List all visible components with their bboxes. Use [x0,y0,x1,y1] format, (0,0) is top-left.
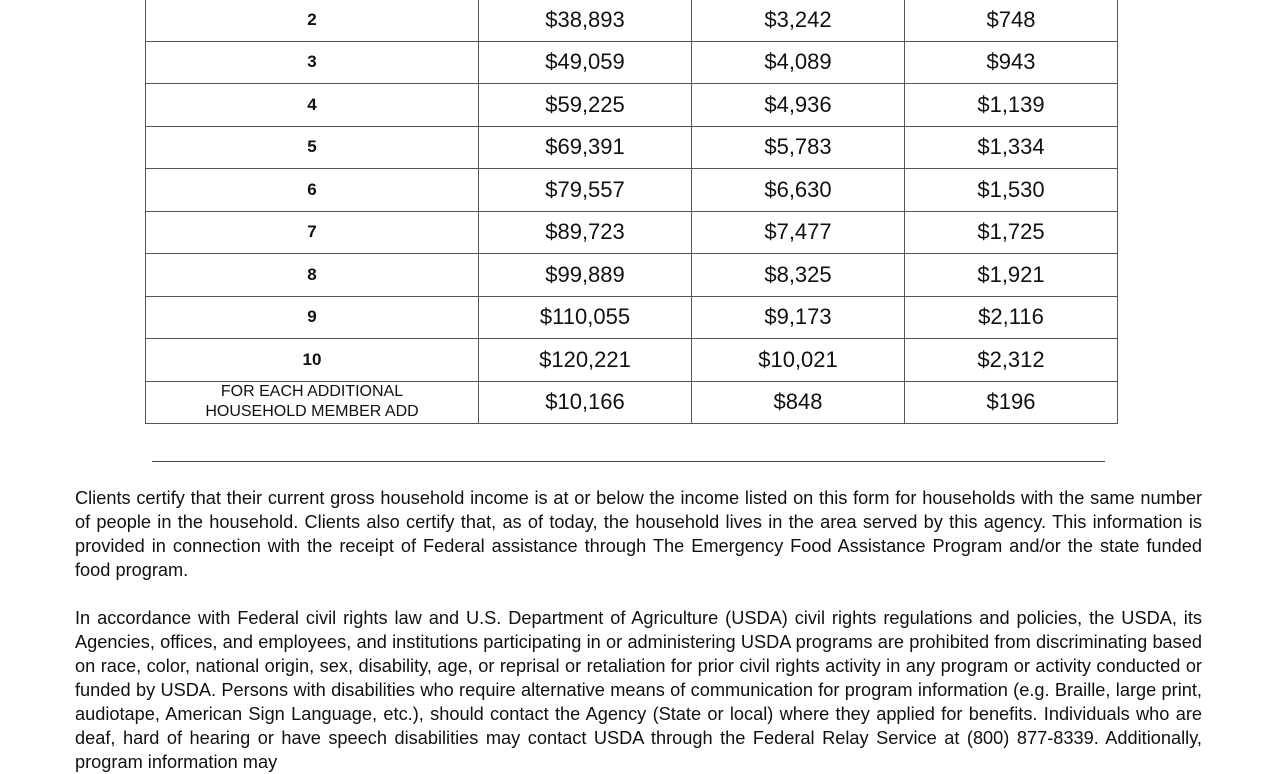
weekly-income-cell: $2,312 [905,339,1118,382]
monthly-income-cell: $10,021 [692,339,905,382]
annual-income-cell: $38,893 [479,0,692,41]
annual-income-cell: $99,889 [479,254,692,297]
monthly-income-cell: $4,089 [692,41,905,84]
annual-income-cell: $89,723 [479,211,692,254]
monthly-income-cell: $7,477 [692,211,905,254]
monthly-income-cell: $4,936 [692,84,905,127]
additional-member-label-line1: FOR EACH ADDITIONAL [220,383,404,401]
household-size-cell: 2 [146,0,479,41]
additional-weekly-cell: $196 [905,381,1118,424]
table-row [146,126,1118,169]
additional-member-row [146,381,1118,424]
table-row [146,339,1118,382]
additional-annual-cell: $10,166 [479,381,692,424]
civil-rights-paragraph: In accordance with Federal civil rights law and U.S. Department of Agriculture (USDA) civil rights regulations and policies, the USDA, its Agencies, offices, and employees, and institutions participating in or administering USDA programs are prohibited from discriminating based on race, color, national origin, sex, disability, age, or reprisal or retaliation for prior civil rights activity in any program or activity conducted or funded by USDA. Persons with disabilities who require alternative means of communication for program information (e.g. Braille, large print, audiotape, American Sign Language, etc.), should contact the Agency (State or local) where they applied for benefits. Individuals who are deaf, hard of hearing or have speech disabilities may contact USDA through the Federal Relay Service at (800) 877-8339. Additionally, program information may [75,608,1202,772]
additional-member-label [146,381,479,424]
weekly-income-cell: $943 [905,41,1118,84]
table-row [146,211,1118,254]
additional-monthly-cell: $848 [692,381,905,424]
annual-income-cell: $49,059 [479,41,692,84]
weekly-income-cell: $748 [905,0,1118,41]
household-size-cell: 9 [146,296,479,339]
household-size-cell: 4 [146,84,479,127]
table-row [146,84,1118,127]
additional-member-label-line2: HOUSEHOLD MEMBER ADD [205,403,419,421]
horizontal-divider [152,461,1105,462]
weekly-income-cell: $2,116 [905,296,1118,339]
annual-income-cell: $120,221 [479,339,692,382]
weekly-income-cell: $1,725 [905,211,1118,254]
table-row [146,254,1118,297]
weekly-income-cell: $1,530 [905,169,1118,212]
monthly-income-cell: $5,783 [692,126,905,169]
annual-income-cell: $59,225 [479,84,692,127]
household-size-cell: 10 [146,339,479,382]
monthly-income-cell: $3,242 [692,0,905,41]
annual-income-cell: $79,557 [479,169,692,212]
monthly-income-cell: $9,173 [692,296,905,339]
household-size-cell: 7 [146,211,479,254]
household-size-cell: 5 [146,126,479,169]
weekly-income-cell: $1,139 [905,84,1118,127]
table-row [146,296,1118,339]
annual-income-cell: $110,055 [479,296,692,339]
household-size-cell: 3 [146,41,479,84]
certification-paragraph: Clients certify that their current gross household income is at or below the income listed on this form for households with the same number of people in the household. Clients also certify that, as of today, the household lives in the area served by this agency. This information is provided in connection with the receipt of Federal assistance through The Emergency Food Assistance Program and/or the state funded food program. [75,488,1202,580]
weekly-income-cell: $1,921 [905,254,1118,297]
table-row [146,41,1118,84]
income-guidelines-table [145,0,1118,424]
weekly-income-cell: $1,334 [905,126,1118,169]
household-size-cell: 8 [146,254,479,297]
annual-income-cell: $69,391 [479,126,692,169]
monthly-income-cell: $6,630 [692,169,905,212]
table-row [146,169,1118,212]
monthly-income-cell: $8,325 [692,254,905,297]
household-size-cell: 6 [146,169,479,212]
table-row [146,0,1118,41]
